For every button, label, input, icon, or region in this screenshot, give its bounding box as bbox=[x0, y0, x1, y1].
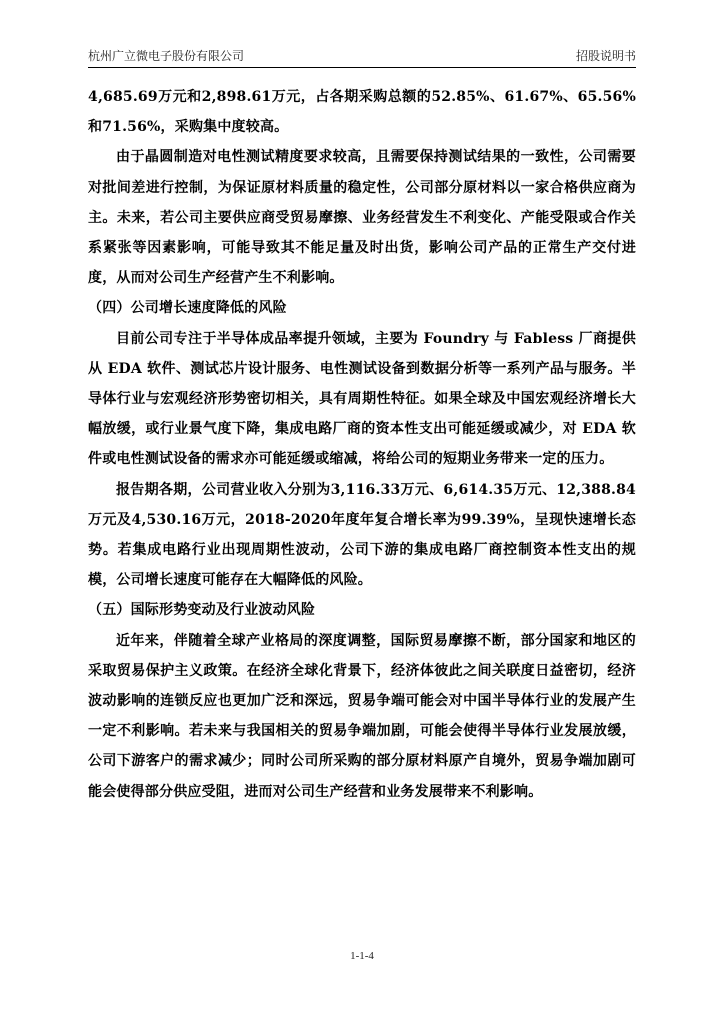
page-header bbox=[88, 44, 636, 68]
paragraph-business-focus: 目前公司专注于半导体成品率提升领域，主要为 Foundry 与 Fabless 厂商提供从 EDA 软件、测试芯片设计服务、电性测试设备到数据分析等一系列产品与服务。半导体行业与宏观经济形势密切相关，具有周期性特征。如果全球及中国宏观经济增长大幅放缓，或行业景气度下降，集成电路厂商的资本性支出可能延缓或减少，对 EDA 软件或电性测试设备的需求亦可能延缓或缩减，将给公司的短期业务带来一定的压力。 bbox=[88, 330, 636, 468]
header-document-type: 招股说明书 bbox=[575, 49, 636, 63]
page-content bbox=[88, 82, 636, 807]
section-heading-growth-risk: （四）公司增长速度降低的风险 bbox=[88, 300, 287, 317]
page-number: 1-1-4 bbox=[350, 950, 374, 962]
paragraph-trade-friction: 近年来，伴随着全球产业格局的深度调整，国际贸易摩擦不断，部分国家和地区的采取贸易保护主义政策。在经济全球化背景下，经济体彼此之间关联度日益密切，经济波动影响的连锁反应也更加广泛和深远，贸易争端可能会对中国半导体行业的发展产生一定不利影响。若未来与我国相关的贸易争端加剧，可能会使得半导体行业发展放缓，公司下游客户的需求减少；同时公司所采购的部分原材料原产自境外，贸易争端加剧可能会使得部分供应受阻，进而对公司生产经营和业务发展带来不利影响。 bbox=[88, 632, 636, 800]
paragraph-supplier-risk: 由于晶圆制造对电性测试精度要求较高，且需要保持测试结果的一致性，公司需要对批间差进行控制，为保证原材料质量的稳定性，公司部分原材料以一家合格供应商为主。未来，若公司主要供应商受贸易摩擦、业务经营发生不利变化、产能受限或合作关系紧张等因素影响，可能导致其不能足量及时出货，影响公司产品的正常生产交付进度，从而对公司生产经营产生不利影响。 bbox=[88, 149, 636, 287]
paragraph-procurement-concentration: 4,685.69万元和2,898.61万元，占各期采购总额的52.85%、61.67%、65.56%和71.56%，采购集中度较高。 bbox=[88, 89, 636, 136]
section-heading-international-risk: （五）国际形势变动及行业波动风险 bbox=[88, 602, 316, 619]
header-company-name: 杭州广立微电子股份有限公司 bbox=[88, 49, 245, 63]
paragraph-revenue-growth: 报告期各期，公司营业收入分别为3,116.33万元、6,614.35万元、12,388.84万元及4,530.16万元，2018-2020年度年复合增长率为99.39%，呈现快速增长态势。若集成电路行业出现周期性波动，公司下游的集成电路厂商控制资本性支出的规模，公司增长速度可能存在大幅降低的风险。 bbox=[88, 481, 636, 589]
